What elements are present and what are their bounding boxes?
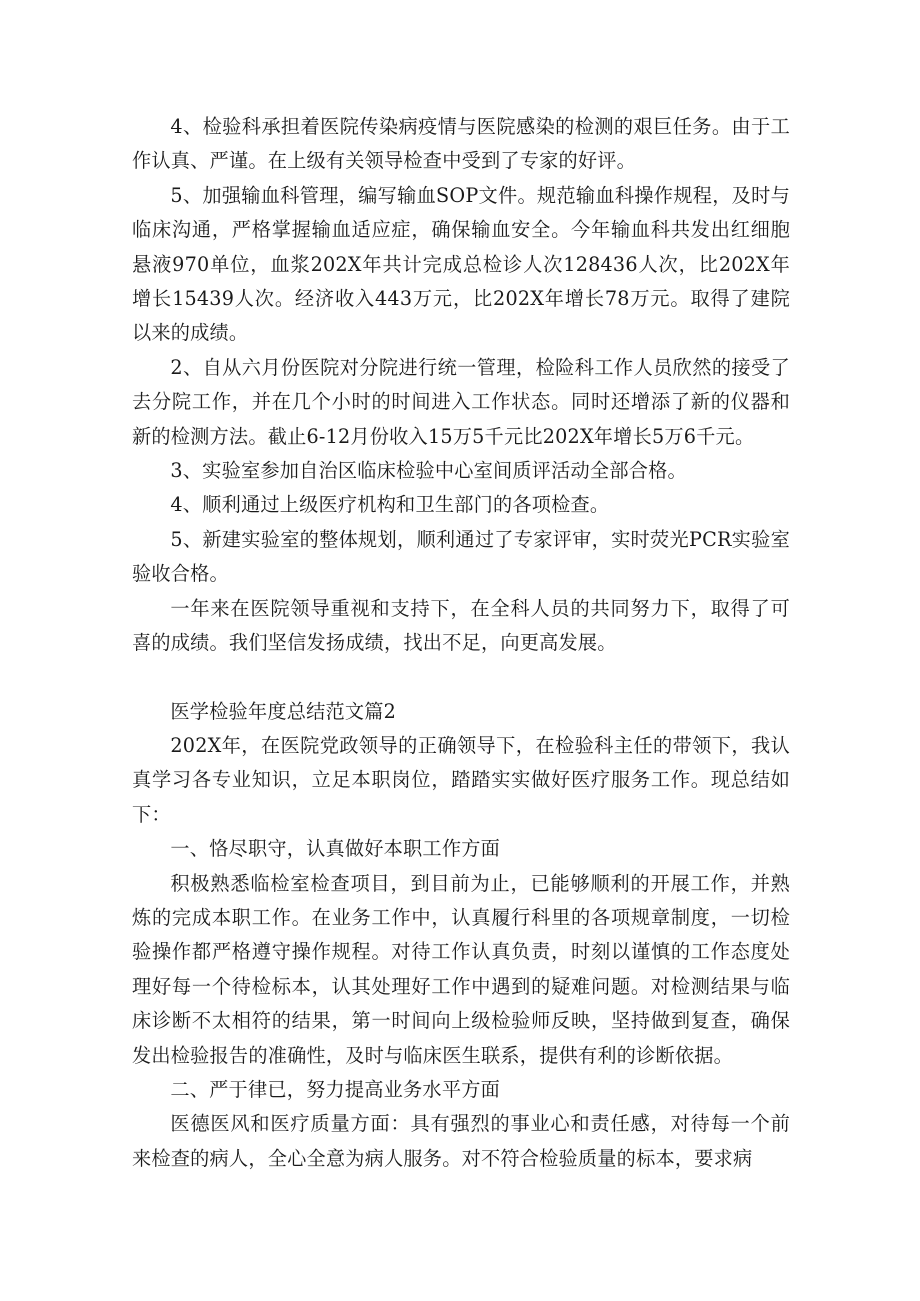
paragraph-duty-details: 积极熟悉临检室检查项目，到目前为止，已能够顺利的开展工作，并熟炼的完成本职工作。在业务工作中，认真履行科里的各项规章制度，一切检验操作都严格遵守操作规程。对待工作认真负责，时刻以谨慎的工作态度处理好每一个待检标本，认其处理好工作中遇到的疑难问题。对检测结果与临床诊断不太相符的结果，第一时间向上级检验师反映，坚持做到复查，确保发出检验报告的准确性，及时与临床医生联系，提供有利的诊断依据。: [132, 871, 790, 1067]
section-spacer: [132, 661, 790, 695]
paragraph-item-3-quality-assessment: 3、实验室参加自治区临床检验中心室间质评活动全部合格。: [170, 459, 687, 483]
paragraph-item-4-inspections: 4、顺利通过上级医疗机构和卫生部门的各项检查。: [170, 493, 610, 517]
section-title: 医学检验年度总结范文篇2: [170, 699, 397, 723]
paragraph-item-4-infection: 4、检验科承担着医院传染病疫情与医院感染的检测的艰巨任务。由于工作认真、严谨。在上级有关领导检查中受到了专家的好评。: [132, 115, 790, 173]
document-body: [132, 110, 790, 1176]
paragraph-item-5-new-laboratory: 5、新建实验室的整体规划，顺利通过了专家评审，实时荧光PCR实验室验收合格。: [132, 527, 790, 586]
paragraph-item-2-branch-hospital: 2、自从六月份医院对分院进行统一管理，检险科工作人员欣然的接受了去分院工作，并在几个小时的时间进入工作状态。同时还增添了新的仪器和新的检测方法。截止6-12月份收入15万5千元比202X年增长5万6千元。: [132, 355, 790, 448]
subheading-duty: 一、恪尽职守，认真做好本职工作方面: [170, 837, 500, 861]
paragraph-item-5-blood-transfusion: 5、加强输血科管理，编写输血SOP文件。规范输血科操作规程，及时与临床沟通，严格掌握输血适应症，确保输血安全。今年输血科共发出红细胞悬液970单位，血浆202X年共计完成总检诊人次128436人次，比202X年增长15439人次。经济收入443万元，比202X年增长78万元。取得了建院以来的成绩。: [132, 183, 790, 345]
paragraph-summary: 一年来在医院领导重视和支持下，在全科人员的共同努力下，取得了可喜的成绩。我们坚信发扬成绩，找出不足，向更高发展。: [132, 596, 790, 655]
paragraph-intro: 202X年，在医院党政领导的正确领导下，在检验科主任的带领下，我认真学习各专业知识，立足本职岗位，踏踏实实做好医疗服务工作。现总结如下：: [132, 733, 790, 826]
subheading-discipline: 二、严于律已，努力提高业务水平方面: [170, 1077, 500, 1101]
paragraph-medical-ethics: 医德医风和医疗质量方面：具有强烈的事业心和责任感，对待每一个前来检查的病人，全心全意为病人服务。对不符合检验质量的标本，要求病: [132, 1112, 790, 1170]
